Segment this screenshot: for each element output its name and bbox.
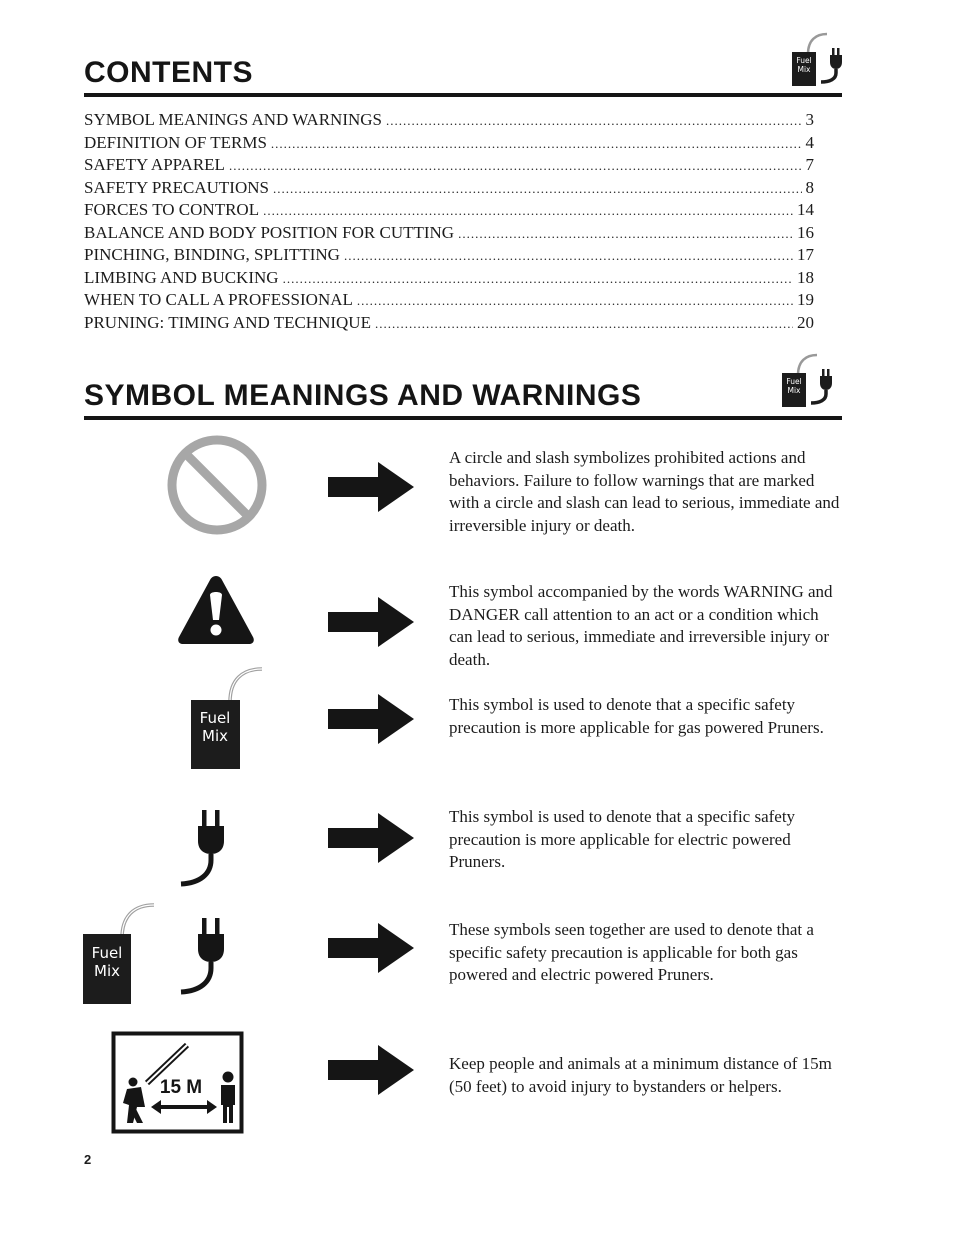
symbol-description: This symbol is used to denote that a specific safety precaution is more applicable for gas powered Pruners.: [449, 695, 824, 737]
toc-entry[interactable]: SYMBOL MEANINGS AND WARNINGS ..... 3: [84, 110, 814, 133]
fuel-and-electric-header-icon: [790, 32, 846, 88]
arrow-icon: [328, 1045, 416, 1095]
fuel-and-electric-header-icon: [780, 353, 836, 409]
keep-distance-icon: [111, 1031, 245, 1135]
svg-text:Mix: Mix: [797, 65, 811, 74]
svg-text:Fuel: Fuel: [199, 709, 231, 727]
svg-text:Mix: Mix: [94, 962, 120, 980]
svg-text:Fuel: Fuel: [786, 377, 802, 386]
symbol-description: This symbol accompanied by the words WARNING and DANGER call attention to an act or a condition which can lead to serious, immediate and irreversible injury or death.: [449, 582, 833, 669]
svg-text:15 M: 15 M: [159, 1077, 203, 1098]
toc-entry[interactable]: FORCES TO CONTROL ..... 14: [84, 200, 814, 223]
symbol-description: These symbols seen together are used to denote that a specific safety precaution is applicable for both gas powered and electric powered Pruners.: [449, 920, 814, 984]
electric-plug-icon: [178, 916, 238, 998]
page-number: 2: [84, 1152, 92, 1167]
arrow-icon: [328, 923, 416, 973]
contents-heading: CONTENTS: [84, 56, 253, 89]
svg-text:Fuel: Fuel: [796, 56, 812, 65]
toc-entry[interactable]: LIMBING AND BUCKING ..... 18: [84, 268, 814, 291]
arrow-icon: [328, 813, 416, 863]
contents-rule: [84, 93, 842, 97]
symbol-description: Keep people and animals at a minimum distance of 15m (50 feet) to avoid injury to bystanders or helpers.: [449, 1054, 832, 1096]
prohibited-icon: [164, 432, 270, 538]
arrow-icon: [328, 597, 416, 647]
toc-entry[interactable]: PINCHING, BINDING, SPLITTING ..... 17: [84, 245, 814, 268]
symbol-description: This symbol is used to denote that a specific safety precaution is more applicable for electric powered Pruners.: [449, 807, 796, 871]
svg-text:Mix: Mix: [202, 727, 228, 745]
toc-entry[interactable]: WHEN TO CALL A PROFESSIONAL ..... 19: [84, 290, 814, 313]
fuel-and-electric-icon: [82, 902, 242, 1006]
fuel-mix-icon: [82, 902, 158, 1006]
toc-entry[interactable]: SAFETY PRECAUTIONS ..... 8: [84, 178, 814, 201]
fuel-mix-icon: [190, 666, 266, 770]
toc-entry[interactable]: SAFETY APPAREL ..... 7: [84, 155, 814, 178]
toc-entry[interactable]: PRUNING: TIMING AND TECHNIQUE ..... 20: [84, 313, 814, 336]
symbols-heading: SYMBOL MEANINGS AND WARNINGS: [84, 379, 642, 412]
symbols-rule: [84, 416, 842, 420]
warning-icon: [176, 573, 256, 645]
symbol-description: A circle and slash symbolizes prohibited actions and behaviors. Failure to follow warnings that are marked with a circle and slash can lead to serious, immediate and irreversible injury or death.: [449, 448, 840, 535]
toc-entry[interactable]: BALANCE AND BODY POSITION FOR CUTTING ..... 16: [84, 223, 814, 246]
arrow-icon: [328, 462, 416, 512]
arrow-icon: [328, 694, 416, 744]
table-of-contents: [84, 110, 814, 335]
toc-entry[interactable]: DEFINITION OF TERMS ..... 4: [84, 133, 814, 156]
svg-text:Mix: Mix: [787, 386, 801, 395]
svg-text:Fuel: Fuel: [91, 944, 123, 962]
electric-plug-icon: [178, 808, 238, 890]
